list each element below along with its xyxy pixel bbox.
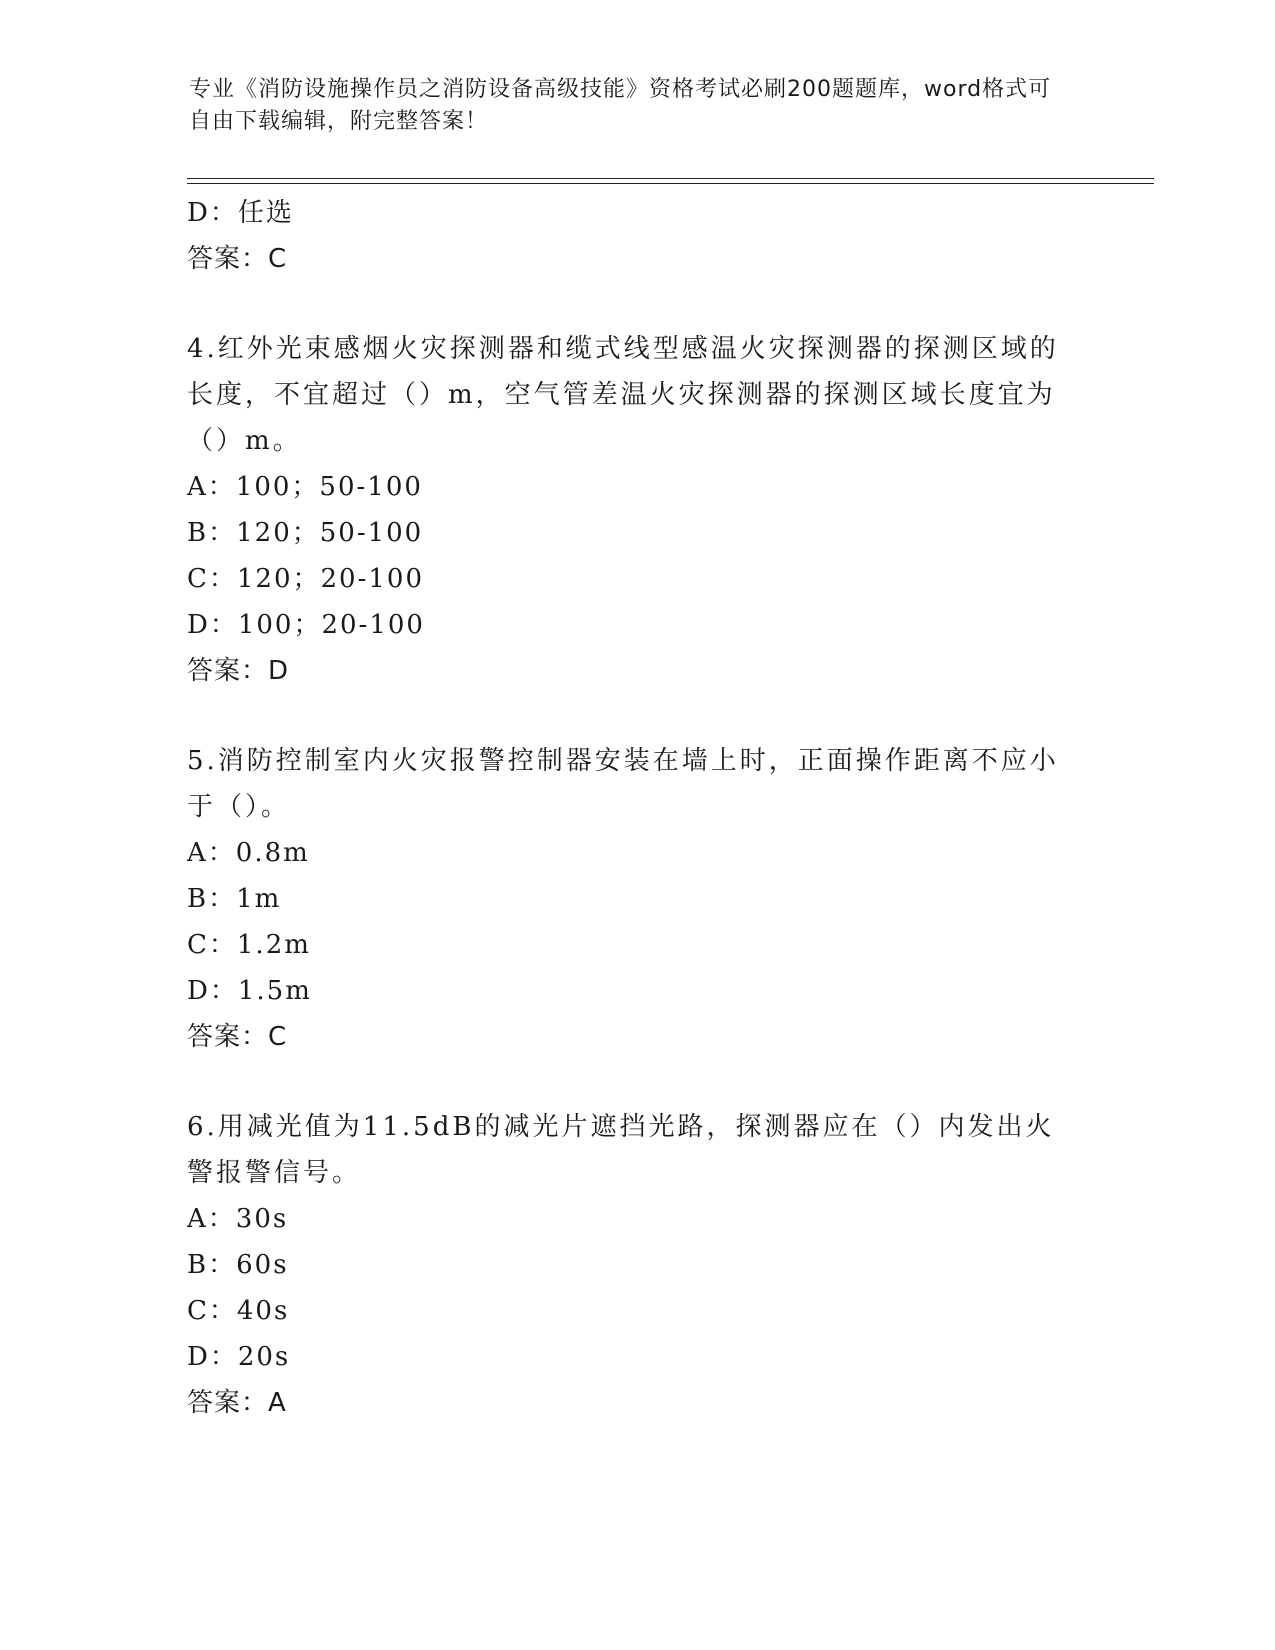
answer-line: 答案：C — [187, 1022, 288, 1052]
header-divider-top — [187, 178, 1154, 179]
answer-line: 答案：A — [187, 1388, 287, 1418]
option-d: D：1.5m — [187, 976, 312, 1006]
option-d: D：20s — [187, 1342, 291, 1372]
question-text: 5.消防控制室内火灾报警控制器安装在墙上时，正面操作距离不应小于（）。 — [187, 746, 1059, 822]
option-b: B：120；50-100 — [187, 518, 424, 548]
question-block — [187, 738, 1087, 1060]
question-list — [187, 190, 1087, 1426]
option-a: A：100；50-100 — [187, 472, 423, 502]
header-divider-bottom — [187, 183, 1154, 184]
option-d: D：100；20-100 — [187, 610, 425, 640]
question-text: 4.红外光束感烟火灾探测器和缆式线型感温火灾探测器的探测区域的长度，不宜超过（）m，空气管差温火灾探测器的探测区域长度宜为（）m。 — [187, 334, 1059, 456]
option-d: D：任选 — [187, 198, 294, 228]
option-c: C：40s — [187, 1296, 290, 1326]
option-b: B：1m — [187, 884, 282, 914]
option-b: B：60s — [187, 1250, 289, 1280]
question-block — [187, 326, 1087, 694]
answer-line: 答案：D — [187, 656, 290, 686]
question-text: 6.用减光值为11.5dB的减光片遮挡光路，探测器应在（）内发出火警报警信号。 — [187, 1112, 1055, 1188]
document-header: 专业《消防设施操作员之消防设备高级技能》资格考试必刷200题题库，word格式可自由下载编辑，附完整答案！ — [189, 77, 1052, 134]
answer-line: 答案：C — [187, 244, 288, 274]
option-a: A：0.8m — [187, 838, 310, 868]
question-block — [187, 1104, 1087, 1426]
option-c: C：120；20-100 — [187, 564, 425, 594]
option-a: A：30s — [187, 1204, 289, 1234]
option-c: C：1.2m — [187, 930, 311, 960]
